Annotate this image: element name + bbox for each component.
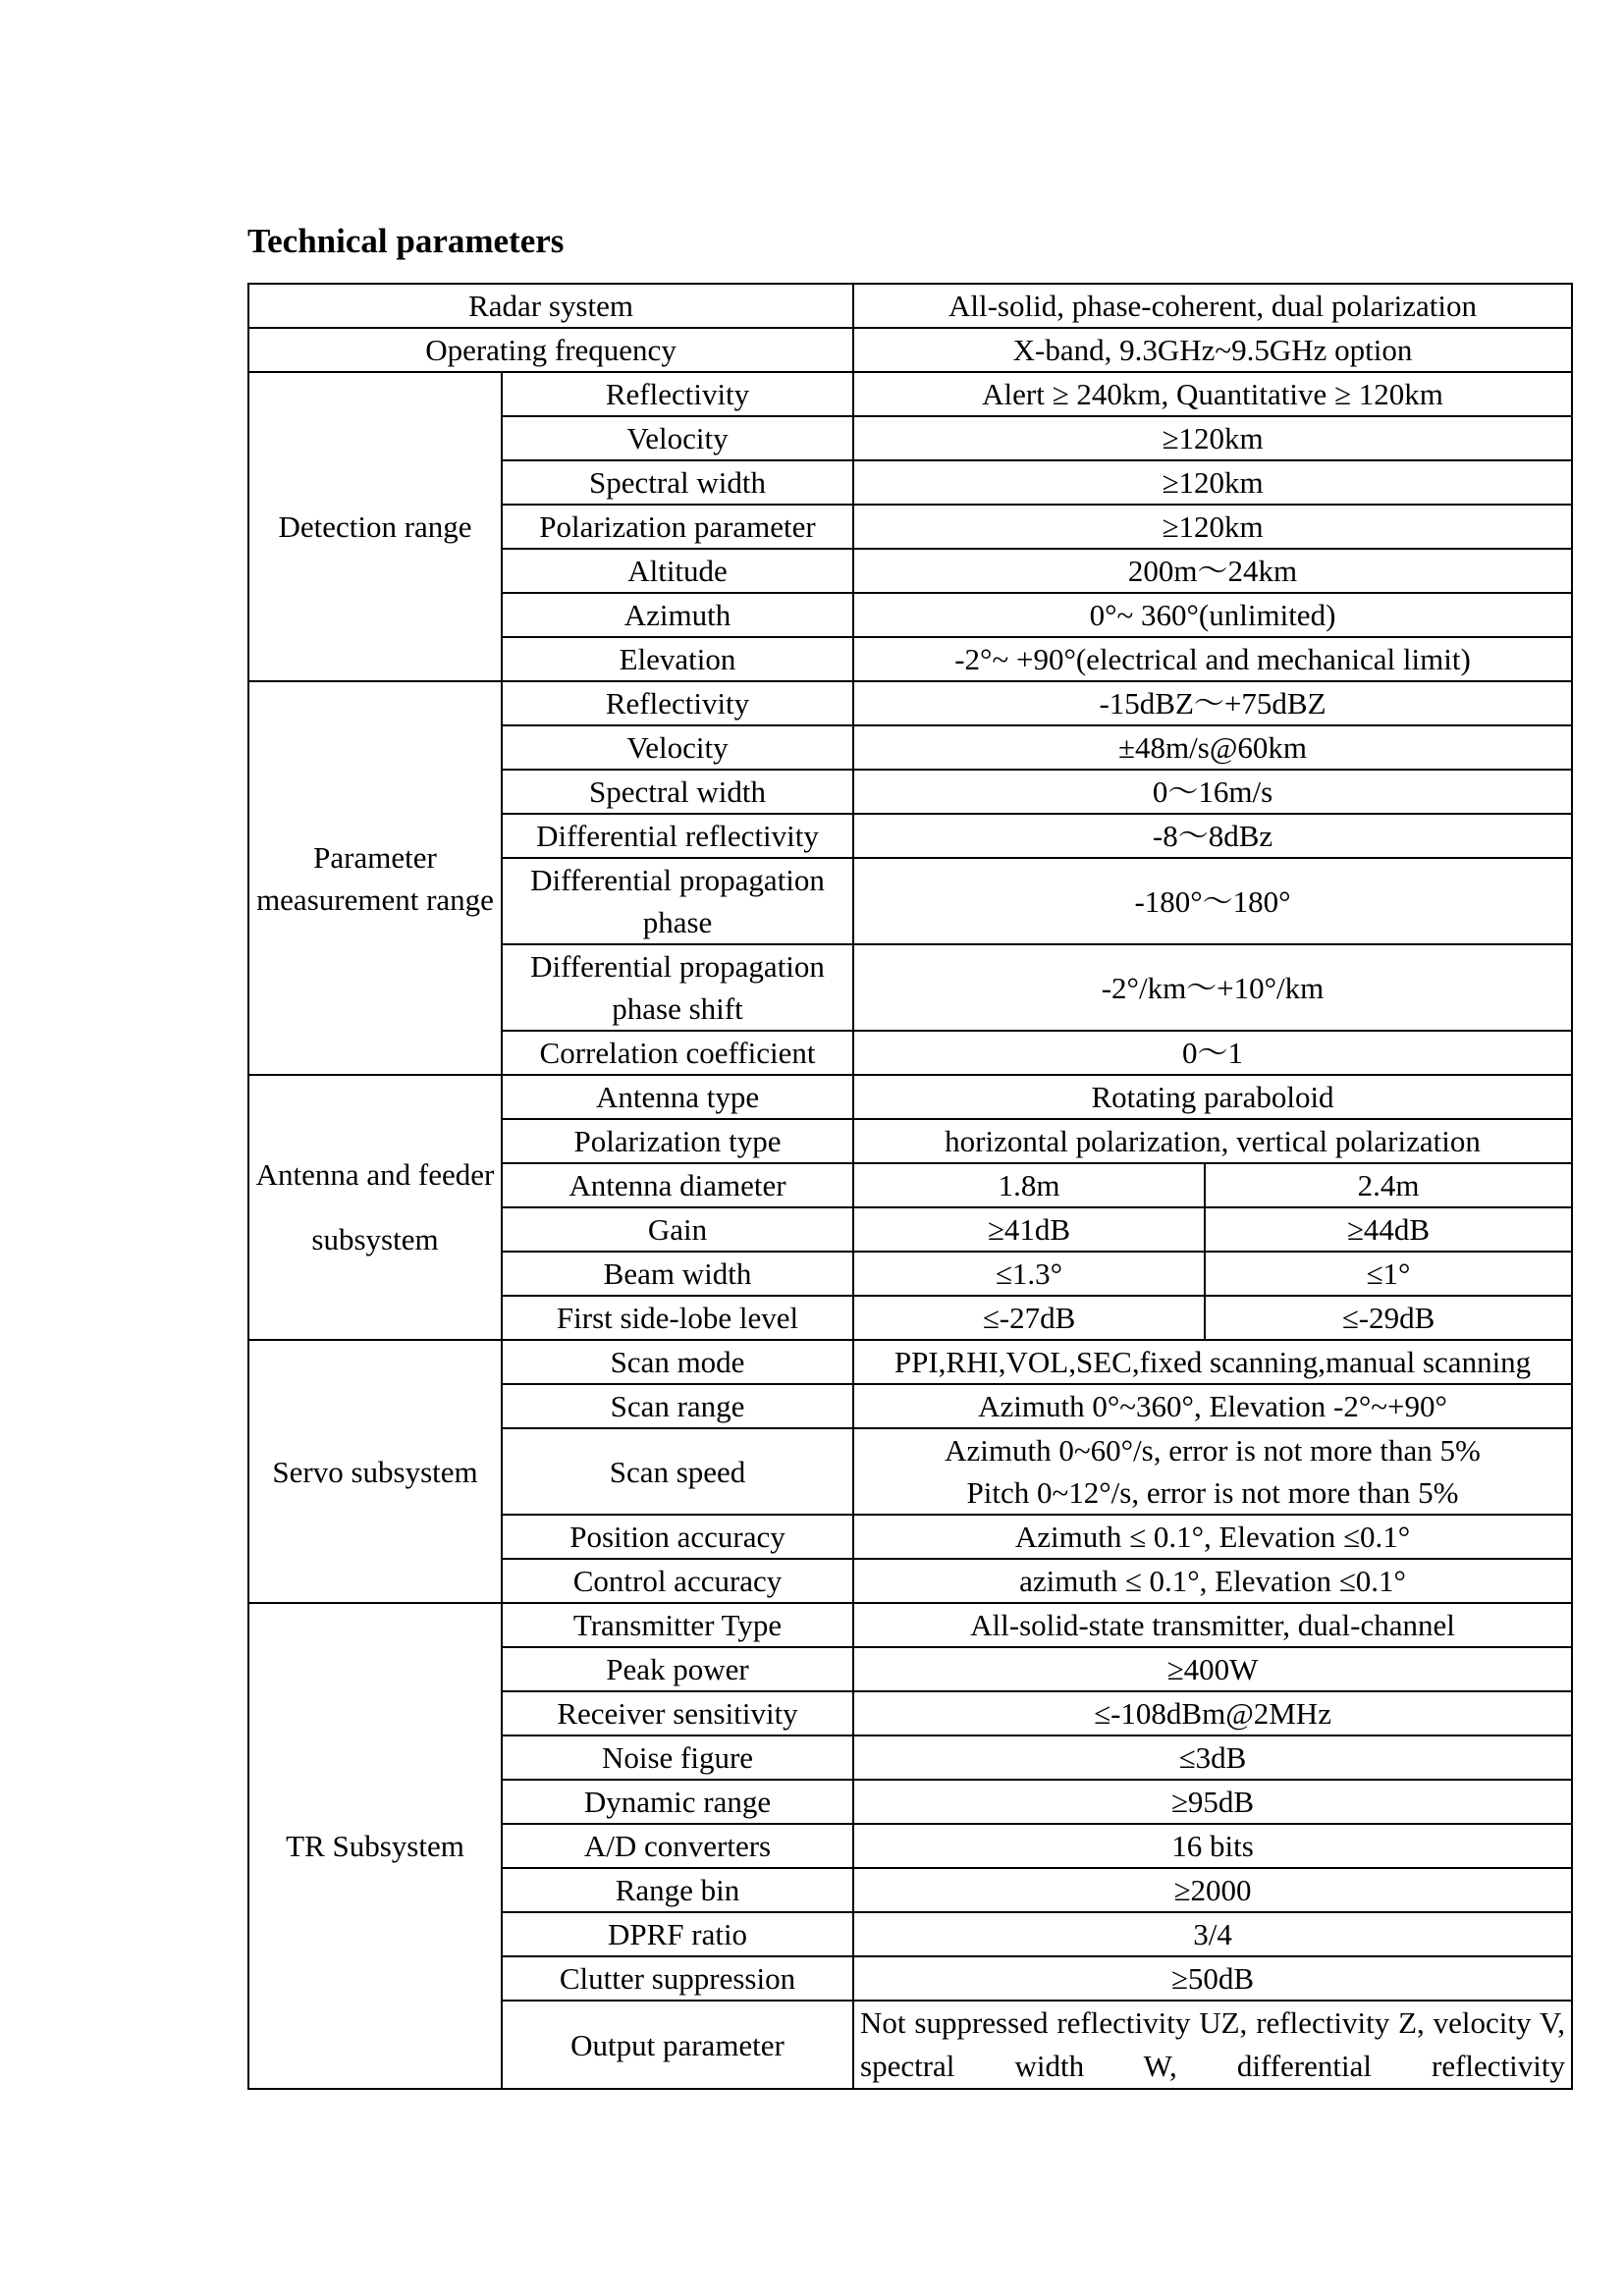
param-value: ≥50dB [853, 1956, 1572, 2001]
param-label: Antenna type [502, 1075, 853, 1119]
param-label: First side-lobe level [502, 1296, 853, 1340]
page-title: Technical parameters [247, 222, 565, 260]
scan-speed-pitch: Pitch 0~12°/s, error is not more than 5% [966, 1475, 1459, 1510]
param-label: Spectral width [502, 460, 853, 505]
param-value: ≥95dB [853, 1780, 1572, 1824]
param-label: Beam width [502, 1252, 853, 1296]
param-value: ≥120km [853, 416, 1572, 460]
param-value: ≥400W [853, 1647, 1572, 1691]
param-value-option-b: ≤-29dB [1205, 1296, 1572, 1340]
param-label: Scan speed [502, 1428, 853, 1515]
param-label: Gain [502, 1207, 853, 1252]
param-label: Velocity [502, 725, 853, 770]
param-label: Reflectivity [502, 372, 853, 416]
param-value-option-a: 1.8m [853, 1163, 1205, 1207]
group-tr-subsystem: TR Subsystem [248, 1603, 502, 2089]
param-label: Azimuth [502, 593, 853, 637]
param-value: ≤3dB [853, 1735, 1572, 1780]
param-label: Noise figure [502, 1735, 853, 1780]
table-row [248, 328, 1572, 372]
param-value: -2°/km～+10°/km [853, 944, 1572, 1031]
scan-speed-azimuth: Azimuth 0~60°/s, error is not more than 5% [945, 1433, 1481, 1468]
table-row [248, 1340, 1572, 1384]
param-value: PPI,RHI,VOL,SEC,fixed scanning,manual scanning [853, 1340, 1572, 1384]
param-value-option-b: 2.4m [1205, 1163, 1572, 1207]
param-label: Differential reflectivity [502, 814, 853, 858]
param-value: 200m～24km [853, 549, 1572, 593]
param-value: -8～8dBz [853, 814, 1572, 858]
param-value: ≤-108dBm@2MHz [853, 1691, 1572, 1735]
group-antenna-feeder-subsystem: Antenna and feeder subsystem [248, 1075, 502, 1340]
group-detection-range: Detection range [248, 372, 502, 681]
param-label: Range bin [502, 1868, 853, 1912]
group-servo-subsystem: Servo subsystem [248, 1340, 502, 1603]
param-label: Radar system [248, 284, 853, 328]
table-row [248, 372, 1572, 416]
param-label: Reflectivity [502, 681, 853, 725]
param-value: 16 bits [853, 1824, 1572, 1868]
param-label: Velocity [502, 416, 853, 460]
param-label: Position accuracy [502, 1515, 853, 1559]
param-value: -180°～180° [853, 858, 1572, 944]
param-value: azimuth ≤ 0.1°, Elevation ≤0.1° [853, 1559, 1572, 1603]
param-value: -2°~ +90°(electrical and mechanical limit) [853, 637, 1572, 681]
param-value: Rotating paraboloid [853, 1075, 1572, 1119]
param-value: Azimuth 0°~360°, Elevation -2°~+90° [853, 1384, 1572, 1428]
param-label: Receiver sensitivity [502, 1691, 853, 1735]
param-value: ≥120km [853, 505, 1572, 549]
param-value-option-a: ≤1.3° [853, 1252, 1205, 1296]
group-parameter-measurement-range: Parameter measurement range [248, 681, 502, 1075]
param-label: Spectral width [502, 770, 853, 814]
param-label: Scan range [502, 1384, 853, 1428]
param-label: Output parameter [502, 2001, 853, 2089]
param-value: Alert ≥ 240km, Quantitative ≥ 120km [853, 372, 1572, 416]
param-label: Differential propagation phase [502, 858, 853, 944]
param-value: 3/4 [853, 1912, 1572, 1956]
param-value: All-solid, phase-coherent, dual polarization [853, 284, 1572, 328]
technical-parameters-table [247, 283, 1573, 2090]
param-label: Scan mode [502, 1340, 853, 1384]
param-value-option-b: ≥44dB [1205, 1207, 1572, 1252]
table-row [248, 1603, 1572, 1647]
param-label: Antenna diameter [502, 1163, 853, 1207]
param-value: All-solid-state transmitter, dual-channel [853, 1603, 1572, 1647]
param-label: Operating frequency [248, 328, 853, 372]
param-value-option-b: ≤1° [1205, 1252, 1572, 1296]
param-value: Azimuth ≤ 0.1°, Elevation ≤0.1° [853, 1515, 1572, 1559]
param-value-option-a: ≥41dB [853, 1207, 1205, 1252]
param-label: Control accuracy [502, 1559, 853, 1603]
param-value: Not suppressed reflectivity UZ, reflectivity Z, velocity V, spectral width W, differential reflectivity [853, 2001, 1572, 2089]
param-value: X-band, 9.3GHz~9.5GHz option [853, 328, 1572, 372]
param-value: 0°~ 360°(unlimited) [853, 593, 1572, 637]
param-value: -15dBZ～+75dBZ [853, 681, 1572, 725]
param-value: ≥2000 [853, 1868, 1572, 1912]
param-value: horizontal polarization, vertical polarization [853, 1119, 1572, 1163]
param-value: ≥120km [853, 460, 1572, 505]
param-value: 0～1 [853, 1031, 1572, 1075]
param-label: Differential propagation phase shift [502, 944, 853, 1031]
param-label: Dynamic range [502, 1780, 853, 1824]
param-label: A/D converters [502, 1824, 853, 1868]
param-label: Polarization type [502, 1119, 853, 1163]
param-label: Elevation [502, 637, 853, 681]
param-value: 0～16m/s [853, 770, 1572, 814]
table-row [248, 1075, 1572, 1119]
table-row [248, 284, 1572, 328]
param-label: Clutter suppression [502, 1956, 853, 2001]
param-label: Polarization parameter [502, 505, 853, 549]
table-row [248, 681, 1572, 725]
param-label: Peak power [502, 1647, 853, 1691]
param-label: DPRF ratio [502, 1912, 853, 1956]
param-label: Correlation coefficient [502, 1031, 853, 1075]
param-label: Transmitter Type [502, 1603, 853, 1647]
param-label: Altitude [502, 549, 853, 593]
param-value-option-a: ≤-27dB [853, 1296, 1205, 1340]
param-value-multiline [853, 1428, 1572, 1515]
param-value: ±48m/s@60km [853, 725, 1572, 770]
